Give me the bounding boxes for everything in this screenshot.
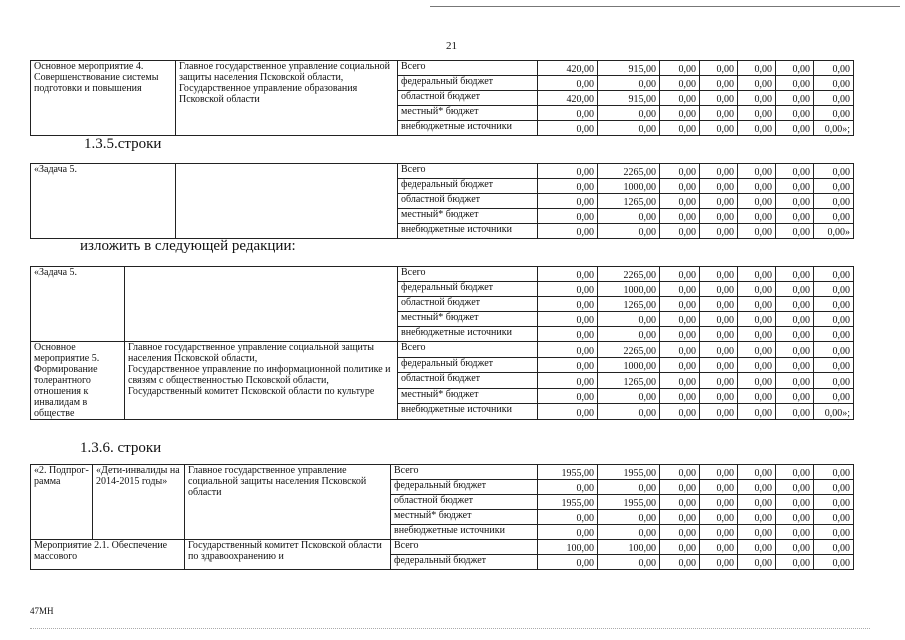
b3e-value-3: 0,00 [700, 373, 738, 389]
b1-value-6: 0,00»; [814, 121, 854, 136]
funding-source: внебюджетные источники [398, 121, 538, 136]
b4-value-3: 0,00 [700, 510, 738, 525]
b2-value-1: 1000,00 [598, 179, 660, 194]
event-5-name: Основное мероприятие 5. Формирование толерантного отношения к инвалидам в обществе [31, 342, 125, 420]
b3t-value-5: 0,00 [776, 312, 814, 327]
b4-value-5: 0,00 [776, 465, 814, 480]
b1-value-3: 0,00 [700, 76, 738, 91]
b2-value-6: 0,00 [814, 179, 854, 194]
b4s-value-6: 0,00 [814, 540, 854, 555]
b3t-value-2: 0,00 [660, 267, 700, 282]
b2-value-0: 0,00 [538, 194, 598, 209]
b3t-value-6: 0,00 [814, 282, 854, 297]
b1-value-3: 0,00 [700, 121, 738, 136]
funding-source: областной бюджет [398, 373, 538, 389]
funding-source: Всего [398, 61, 538, 76]
funding-source: федеральный бюджет [391, 480, 538, 495]
b4s-value-1: 0,00 [598, 555, 660, 570]
b3e-value-4: 0,00 [738, 342, 776, 358]
b3t-value-4: 0,00 [738, 267, 776, 282]
subprogram-number: «2. Подпрог-рамма [31, 465, 93, 540]
funding-source: федеральный бюджет [398, 76, 538, 91]
b3e-value-1: 1265,00 [598, 373, 660, 389]
b1-value-4: 0,00 [738, 121, 776, 136]
b2-value-1: 2265,00 [598, 164, 660, 179]
b1-value-5: 0,00 [776, 121, 814, 136]
b2-value-4: 0,00 [738, 224, 776, 239]
b3e-value-6: 0,00 [814, 342, 854, 358]
b2-value-2: 0,00 [660, 179, 700, 194]
b1-value-0: 0,00 [538, 106, 598, 121]
b2-value-0: 0,00 [538, 179, 598, 194]
b2-value-6: 0,00» [814, 224, 854, 239]
b2-value-2: 0,00 [660, 164, 700, 179]
b1-value-1: 0,00 [598, 121, 660, 136]
b3e-value-1: 0,00 [598, 404, 660, 420]
b4-value-4: 0,00 [738, 495, 776, 510]
funding-source: федеральный бюджет [398, 357, 538, 373]
b3e-value-6: 0,00 [814, 357, 854, 373]
b1-value-3: 0,00 [700, 61, 738, 76]
b3e-value-0: 0,00 [538, 373, 598, 389]
table-row [31, 465, 854, 480]
b1-value-5: 0,00 [776, 61, 814, 76]
b2-value-3: 0,00 [700, 164, 738, 179]
b4-value-0: 0,00 [538, 525, 598, 540]
b1-value-4: 0,00 [738, 91, 776, 106]
b3e-value-3: 0,00 [700, 342, 738, 358]
b1-value-0: 0,00 [538, 76, 598, 91]
b4s-value-2: 0,00 [660, 540, 700, 555]
b4-value-1: 1955,00 [598, 465, 660, 480]
b3t-value-0: 0,00 [538, 312, 598, 327]
funding-source: местный* бюджет [398, 312, 538, 327]
b4s-value-1: 100,00 [598, 540, 660, 555]
b4-value-1: 0,00 [598, 480, 660, 495]
b1-value-2: 0,00 [660, 61, 700, 76]
b4-value-5: 0,00 [776, 480, 814, 495]
b3t-value-3: 0,00 [700, 327, 738, 342]
task-5-executors [176, 164, 398, 239]
b4-value-6: 0,00 [814, 525, 854, 540]
b2-value-0: 0,00 [538, 209, 598, 224]
b3t-value-4: 0,00 [738, 327, 776, 342]
b3e-value-5: 0,00 [776, 404, 814, 420]
block-task-5-new [30, 266, 854, 420]
b2-value-3: 0,00 [700, 224, 738, 239]
b4-value-0: 0,00 [538, 510, 598, 525]
b1-value-2: 0,00 [660, 106, 700, 121]
funding-source: внебюджетные источники [398, 404, 538, 420]
b4s-value-0: 0,00 [538, 555, 598, 570]
b3t-value-4: 0,00 [738, 312, 776, 327]
b3t-value-0: 0,00 [538, 327, 598, 342]
b3e-value-2: 0,00 [660, 404, 700, 420]
funding-source: Всего [391, 465, 538, 480]
b2-value-0: 0,00 [538, 164, 598, 179]
b1-value-6: 0,00 [814, 91, 854, 106]
heading-1-3-5: 1.3.5.строки [84, 136, 162, 152]
b1-value-2: 0,00 [660, 121, 700, 136]
table-row [31, 342, 854, 358]
b4-value-6: 0,00 [814, 510, 854, 525]
b4-value-0: 1955,00 [538, 495, 598, 510]
b1-value-4: 0,00 [738, 76, 776, 91]
b3e-value-2: 0,00 [660, 342, 700, 358]
table-row [31, 267, 854, 282]
b3t-value-4: 0,00 [738, 282, 776, 297]
b3e-value-1: 1000,00 [598, 357, 660, 373]
b3t-value-0: 0,00 [538, 297, 598, 312]
b1-value-0: 420,00 [538, 61, 598, 76]
b1-value-5: 0,00 [776, 76, 814, 91]
b4-value-1: 1955,00 [598, 495, 660, 510]
b1-value-0: 420,00 [538, 91, 598, 106]
b3t-value-6: 0,00 [814, 327, 854, 342]
b3e-value-1: 0,00 [598, 388, 660, 404]
b3e-value-3: 0,00 [700, 404, 738, 420]
b4s-value-4: 0,00 [738, 540, 776, 555]
b1-value-1: 0,00 [598, 106, 660, 121]
b2-value-3: 0,00 [700, 209, 738, 224]
b3e-value-5: 0,00 [776, 388, 814, 404]
b3e-value-4: 0,00 [738, 388, 776, 404]
b2-value-4: 0,00 [738, 164, 776, 179]
b4-value-6: 0,00 [814, 495, 854, 510]
task-5-executors [125, 267, 398, 342]
table-row [31, 164, 854, 179]
b4-value-6: 0,00 [814, 480, 854, 495]
b2-value-6: 0,00 [814, 164, 854, 179]
page-number: 21 [446, 40, 457, 52]
b1-value-1: 915,00 [598, 91, 660, 106]
b4-value-3: 0,00 [700, 495, 738, 510]
b1-value-1: 915,00 [598, 61, 660, 76]
b2-value-5: 0,00 [776, 194, 814, 209]
b3t-value-0: 0,00 [538, 282, 598, 297]
b1-value-3: 0,00 [700, 91, 738, 106]
b3e-value-4: 0,00 [738, 357, 776, 373]
subprogram-executor: Главное государственное управление социальной защиты населения Псковской области [185, 465, 391, 540]
b3t-value-1: 1000,00 [598, 282, 660, 297]
funding-source: внебюджетные источники [391, 525, 538, 540]
block-event-4 [30, 60, 854, 136]
b3t-value-0: 0,00 [538, 267, 598, 282]
heading-1-3-6: 1.3.6. строки [80, 440, 162, 456]
b4-value-0: 1955,00 [538, 465, 598, 480]
b3e-value-0: 0,00 [538, 342, 598, 358]
funding-source: внебюджетные источники [398, 224, 538, 239]
task-5-name: «Задача 5. [31, 267, 125, 342]
b1-value-6: 0,00 [814, 76, 854, 91]
funding-source: федеральный бюджет [398, 282, 538, 297]
b4-value-2: 0,00 [660, 465, 700, 480]
event-2-1-executor: Государственный комитет Псковской области по здравоохранению и [185, 540, 391, 570]
b3e-value-4: 0,00 [738, 373, 776, 389]
b4-value-4: 0,00 [738, 525, 776, 540]
b3t-value-1: 1265,00 [598, 297, 660, 312]
funding-source: областной бюджет [398, 194, 538, 209]
b1-value-6: 0,00 [814, 61, 854, 76]
block-subprogram-2 [30, 464, 854, 570]
b3t-value-3: 0,00 [700, 267, 738, 282]
b3t-value-5: 0,00 [776, 327, 814, 342]
b4s-value-3: 0,00 [700, 555, 738, 570]
b4-value-4: 0,00 [738, 510, 776, 525]
b4-value-0: 0,00 [538, 480, 598, 495]
b3t-value-4: 0,00 [738, 297, 776, 312]
b1-value-2: 0,00 [660, 91, 700, 106]
b4s-value-5: 0,00 [776, 555, 814, 570]
funding-source: Всего [398, 342, 538, 358]
funding-source: внебюджетные источники [398, 327, 538, 342]
b3e-value-2: 0,00 [660, 388, 700, 404]
b2-value-0: 0,00 [538, 224, 598, 239]
funding-source: федеральный бюджет [391, 555, 538, 570]
b3e-value-2: 0,00 [660, 373, 700, 389]
b2-value-5: 0,00 [776, 209, 814, 224]
b2-value-3: 0,00 [700, 179, 738, 194]
funding-source: местный* бюджет [398, 209, 538, 224]
task-5-name: «Задача 5. [31, 164, 176, 239]
funding-source: областной бюджет [398, 297, 538, 312]
b4-value-5: 0,00 [776, 510, 814, 525]
b3t-value-2: 0,00 [660, 327, 700, 342]
b4-value-2: 0,00 [660, 480, 700, 495]
b2-value-4: 0,00 [738, 194, 776, 209]
b1-value-4: 0,00 [738, 61, 776, 76]
b3e-value-6: 0,00»; [814, 404, 854, 420]
b3t-value-2: 0,00 [660, 297, 700, 312]
b1-value-3: 0,00 [700, 106, 738, 121]
b1-value-1: 0,00 [598, 76, 660, 91]
document-code: 47МН [30, 606, 54, 616]
b3t-value-5: 0,00 [776, 282, 814, 297]
b1-value-5: 0,00 [776, 91, 814, 106]
b3e-value-1: 2265,00 [598, 342, 660, 358]
b2-value-5: 0,00 [776, 179, 814, 194]
b2-value-6: 0,00 [814, 194, 854, 209]
funding-source: федеральный бюджет [398, 179, 538, 194]
b4-value-5: 0,00 [776, 495, 814, 510]
event-4-executors: Главное государственное управление социальной защиты населения Псковской области, Государственное управление образования Псковской области [176, 61, 398, 136]
table-row [31, 540, 854, 555]
b4-value-1: 0,00 [598, 525, 660, 540]
b1-value-5: 0,00 [776, 106, 814, 121]
b4-value-3: 0,00 [700, 465, 738, 480]
b4s-value-2: 0,00 [660, 555, 700, 570]
b3e-value-6: 0,00 [814, 373, 854, 389]
b3t-value-6: 0,00 [814, 267, 854, 282]
funding-source: местный* бюджет [398, 388, 538, 404]
b2-value-2: 0,00 [660, 209, 700, 224]
b1-value-2: 0,00 [660, 76, 700, 91]
b3t-value-5: 0,00 [776, 267, 814, 282]
b2-value-4: 0,00 [738, 179, 776, 194]
b4-value-4: 0,00 [738, 465, 776, 480]
table-row [31, 61, 854, 76]
b3e-value-0: 0,00 [538, 357, 598, 373]
block-task-5-old [30, 163, 854, 239]
b1-value-0: 0,00 [538, 121, 598, 136]
b3e-value-4: 0,00 [738, 404, 776, 420]
b2-value-5: 0,00 [776, 224, 814, 239]
b2-value-3: 0,00 [700, 194, 738, 209]
b3t-value-3: 0,00 [700, 297, 738, 312]
b3t-value-6: 0,00 [814, 297, 854, 312]
event-2-1-name: Мероприятие 2.1. Обеспечение массового [31, 540, 185, 570]
event-5-executors: Главное государственное управление социальной защиты населения Псковской области, Государственное управление по информационной политике и связям с общественностью Псковской области, Государственный комитет Псковской области по культуре [125, 342, 398, 420]
b2-value-4: 0,00 [738, 209, 776, 224]
heading-new-edition: изложить в следующей редакции: [80, 238, 296, 254]
b2-value-5: 0,00 [776, 164, 814, 179]
b3t-value-2: 0,00 [660, 312, 700, 327]
b4-value-5: 0,00 [776, 525, 814, 540]
b1-value-4: 0,00 [738, 106, 776, 121]
b3e-value-3: 0,00 [700, 357, 738, 373]
b4-value-3: 0,00 [700, 525, 738, 540]
b4s-value-0: 100,00 [538, 540, 598, 555]
b3t-value-3: 0,00 [700, 312, 738, 327]
b3e-value-0: 0,00 [538, 388, 598, 404]
b1-value-6: 0,00 [814, 106, 854, 121]
b4s-value-3: 0,00 [700, 540, 738, 555]
scan-top-edge [430, 6, 900, 7]
b2-value-1: 1265,00 [598, 194, 660, 209]
b3e-value-5: 0,00 [776, 357, 814, 373]
scan-bottom-edge [30, 628, 870, 629]
b3t-value-5: 0,00 [776, 297, 814, 312]
b3e-value-5: 0,00 [776, 342, 814, 358]
funding-source: местный* бюджет [398, 106, 538, 121]
b3t-value-1: 0,00 [598, 327, 660, 342]
b3e-value-6: 0,00 [814, 388, 854, 404]
funding-source: Всего [398, 267, 538, 282]
funding-source: местный* бюджет [391, 510, 538, 525]
b3t-value-2: 0,00 [660, 282, 700, 297]
b4-value-2: 0,00 [660, 510, 700, 525]
b3t-value-1: 2265,00 [598, 267, 660, 282]
subprogram-title: «Дети-инвалиды на 2014-2015 годы» [93, 465, 185, 540]
event-4-name: Основное мероприятие 4. Совершенствование системы подготовки и повышения [31, 61, 176, 136]
b2-value-1: 0,00 [598, 224, 660, 239]
funding-source: областной бюджет [398, 91, 538, 106]
b2-value-1: 0,00 [598, 209, 660, 224]
b3t-value-3: 0,00 [700, 282, 738, 297]
b3e-value-0: 0,00 [538, 404, 598, 420]
funding-source: областной бюджет [391, 495, 538, 510]
b4s-value-4: 0,00 [738, 555, 776, 570]
b4-value-2: 0,00 [660, 495, 700, 510]
b4-value-4: 0,00 [738, 480, 776, 495]
b3e-value-3: 0,00 [700, 388, 738, 404]
funding-source: Всего [391, 540, 538, 555]
b4-value-6: 0,00 [814, 465, 854, 480]
b2-value-2: 0,00 [660, 224, 700, 239]
b4s-value-5: 0,00 [776, 540, 814, 555]
b3e-value-2: 0,00 [660, 357, 700, 373]
b4s-value-6: 0,00 [814, 555, 854, 570]
funding-source: Всего [398, 164, 538, 179]
b2-value-2: 0,00 [660, 194, 700, 209]
b2-value-6: 0,00 [814, 209, 854, 224]
b4-value-1: 0,00 [598, 510, 660, 525]
b3t-value-6: 0,00 [814, 312, 854, 327]
b4-value-2: 0,00 [660, 525, 700, 540]
b3t-value-1: 0,00 [598, 312, 660, 327]
b3e-value-5: 0,00 [776, 373, 814, 389]
b4-value-3: 0,00 [700, 480, 738, 495]
